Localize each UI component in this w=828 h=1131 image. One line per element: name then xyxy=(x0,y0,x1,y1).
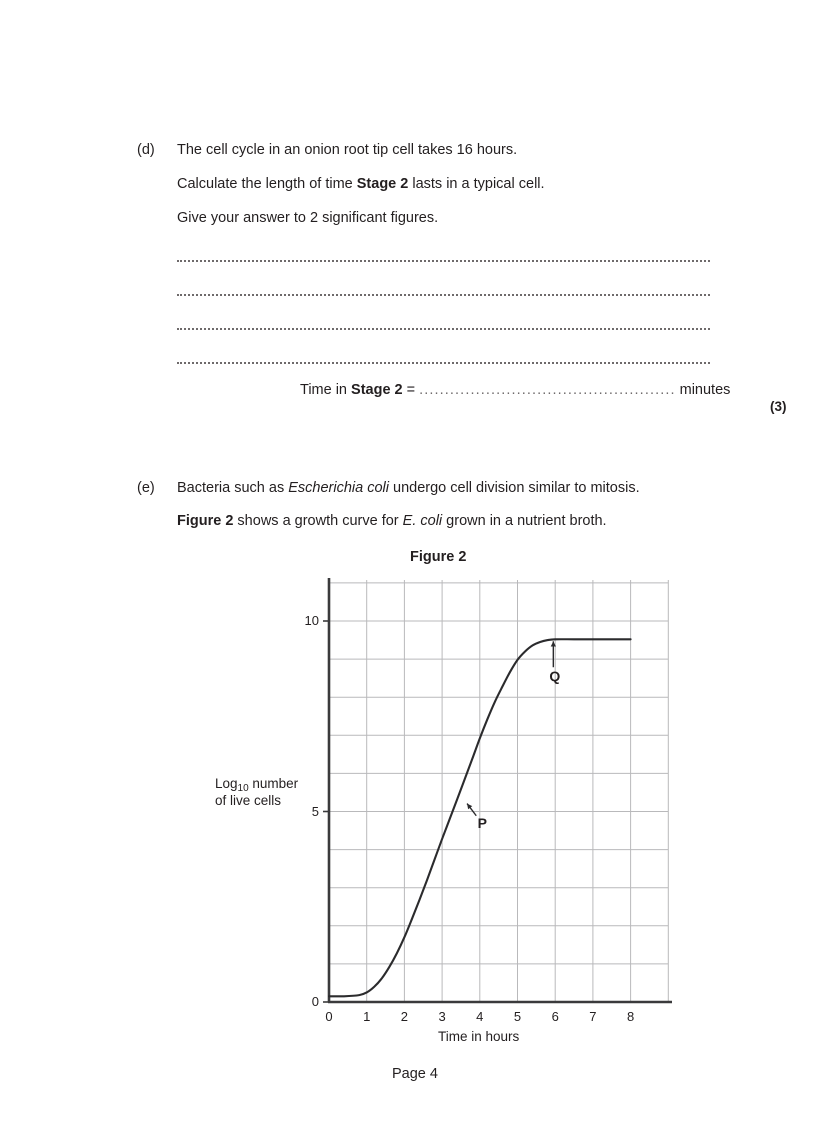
growth-curve-path xyxy=(329,639,631,996)
x-tick-label: 8 xyxy=(626,1009,635,1024)
annotation-label-q: Q xyxy=(549,668,561,685)
chart-axes xyxy=(328,578,672,1002)
text-segment-0: The cell cycle in an onion root tip cell takes 16 hours. xyxy=(177,142,518,158)
y-axis-title xyxy=(215,776,298,808)
answer-equals: = xyxy=(402,382,420,398)
question-e-line-1 xyxy=(177,481,640,496)
question-part-d-label: (d) xyxy=(137,142,155,158)
text-segment-1: Escherichia coli xyxy=(288,480,389,496)
answer-blank-field[interactable]: .................................................. xyxy=(419,382,676,398)
answer-line[interactable] xyxy=(177,326,710,330)
figure-2-title: Figure 2 xyxy=(410,549,467,565)
y-axis-title-line-2: of live cells xyxy=(215,793,282,808)
final-answer-prompt xyxy=(300,382,730,398)
y-axis-log-base: 10 xyxy=(237,783,249,794)
y-tick-label: 5 xyxy=(311,803,319,819)
growth-curve-line xyxy=(329,639,631,996)
chart-gridlines xyxy=(329,580,668,1002)
x-tick-label: 5 xyxy=(513,1009,522,1024)
y-axis-number-text: number xyxy=(248,776,299,791)
y-tick-label: 0 xyxy=(311,994,319,1009)
x-tick-label: 4 xyxy=(476,1009,484,1024)
text-segment-2: lasts in a typical cell. xyxy=(408,176,545,192)
text-segment-0: Figure 2 xyxy=(177,513,234,529)
y-axis-title-line-1 xyxy=(215,776,298,793)
answer-line[interactable] xyxy=(177,258,710,262)
text-segment-0: Calculate the length of time xyxy=(177,176,357,192)
question-part-e-label: (e) xyxy=(137,480,155,496)
question-e-line-2 xyxy=(177,514,607,529)
text-segment-1: Stage 2 xyxy=(356,176,409,192)
annotation-label-p: P xyxy=(477,814,488,831)
answer-unit: minutes xyxy=(675,382,731,398)
question-d-line-1 xyxy=(177,143,517,158)
page-footer: Page 4 xyxy=(392,1066,438,1082)
answer-line[interactable] xyxy=(177,360,710,364)
x-tick-label: 1 xyxy=(363,1009,371,1024)
question-d-line-3 xyxy=(177,211,438,226)
answer-line[interactable] xyxy=(177,292,710,296)
answer-prefix: Time in xyxy=(300,382,352,398)
x-axis-title: Time in hours xyxy=(438,1029,520,1044)
x-tick-label: 3 xyxy=(438,1009,446,1024)
text-segment-2: undergo cell division similar to mitosis. xyxy=(388,480,640,496)
chart-annotations xyxy=(467,641,556,815)
y-tick-label: 10 xyxy=(304,613,319,628)
text-segment-2: E. coli xyxy=(402,513,443,529)
annotation-arrowhead-P xyxy=(467,804,472,810)
question-d-line-2 xyxy=(177,177,545,192)
text-segment-0: Give your answer to 2 significant figures. xyxy=(177,210,439,226)
chart-tick-marks xyxy=(323,621,329,1002)
marks-allocation-d: (3) xyxy=(770,399,787,414)
text-segment-3: grown in a nutrient broth. xyxy=(442,513,607,529)
text-segment-0: Bacteria such as xyxy=(177,480,289,496)
x-tick-label: 2 xyxy=(400,1009,408,1024)
x-tick-label: 0 xyxy=(325,1009,333,1024)
text-segment-1: shows a growth curve for xyxy=(233,513,403,529)
annotation-arrow-shaft-P xyxy=(467,804,476,816)
x-tick-label: 7 xyxy=(589,1009,597,1024)
annotation-arrowhead-Q xyxy=(551,641,556,646)
x-tick-label: 6 xyxy=(551,1009,559,1024)
y-axis-log-text: Log xyxy=(215,776,238,791)
answer-bold-term: Stage 2 xyxy=(351,382,403,398)
